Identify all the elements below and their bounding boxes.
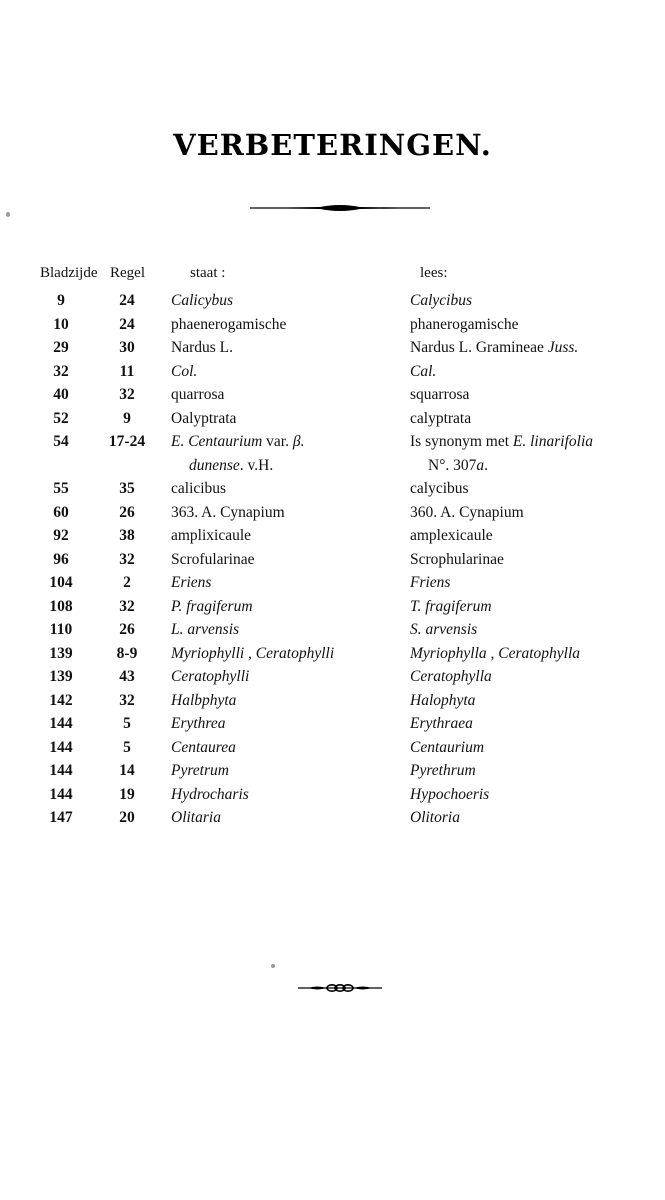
correct-reading	[410, 598, 492, 616]
ornamental-rule-icon	[250, 200, 430, 216]
wrong-reading: 363. A. Cynapium	[171, 503, 285, 521]
correct-reading-text: Ceratophylla	[410, 668, 492, 685]
correct-reading	[410, 433, 593, 451]
line-number: 14	[119, 762, 135, 779]
line-number: 32	[119, 691, 135, 709]
page-number: 9	[57, 292, 65, 309]
correct-reading	[410, 316, 518, 334]
correct-reading-text: Olitoria	[410, 809, 460, 826]
page-number: 60	[53, 503, 69, 521]
correct-reading	[410, 339, 578, 357]
line-number: 43	[119, 668, 135, 685]
wrong-reading: Halbphyta	[171, 691, 237, 709]
wrong-reading: Oalyptrata	[171, 409, 237, 427]
line-number: 24	[119, 292, 135, 309]
wrong-reading-part: dunense	[189, 456, 240, 474]
correct-reading-text: Calycibus	[410, 292, 472, 309]
wrong-reading: Olitaria	[171, 809, 221, 826]
page-title: VERBETERINGEN.	[173, 128, 492, 162]
line-number: 5	[123, 738, 131, 756]
line-number: 20	[119, 809, 135, 826]
page-number: 139	[49, 644, 73, 662]
correct-reading-text: Hypochoeris	[410, 785, 490, 803]
line-number: 26	[119, 503, 135, 521]
correct-reading	[410, 715, 473, 733]
correct-reading-text: calyptrata	[410, 409, 472, 427]
wrong-reading-part: . v.H.	[239, 456, 274, 474]
wrong-reading: Calicybus	[171, 292, 233, 309]
wrong-reading: calicibus	[171, 480, 227, 497]
correct-reading-text: Scrophularinae	[410, 550, 504, 568]
wrong-reading: Pyretrum	[171, 762, 229, 779]
line-number: 9	[123, 409, 131, 427]
wrong-reading: Nardus L.	[171, 339, 233, 356]
page-number: 92	[53, 527, 69, 544]
correct-reading	[410, 739, 484, 757]
wrong-reading-part: E. Centaurium	[171, 433, 263, 450]
page-number: 10	[53, 315, 69, 333]
correct-reading	[410, 621, 477, 639]
correct-reading	[410, 645, 580, 663]
correct-reading	[410, 292, 472, 310]
correct-reading	[410, 527, 493, 545]
line-number: 2	[123, 574, 131, 591]
page-number: 40	[53, 386, 69, 403]
wrong-reading	[171, 433, 304, 451]
page-number: 54	[53, 433, 69, 450]
correct-reading	[410, 574, 450, 592]
wrong-reading: Ceratophylli	[171, 668, 250, 685]
correct-reading-authority: Juss.	[547, 339, 579, 356]
page-number: 110	[49, 621, 73, 638]
correct-reading	[410, 762, 476, 780]
page-number: 55	[53, 480, 69, 497]
page-number: 144	[49, 715, 73, 732]
correct-reading-part: Is synonym met	[410, 433, 513, 450]
page-number: 144	[49, 785, 73, 803]
correct-reading-text: 360. A. Cynapium	[410, 503, 524, 521]
page-number: 96	[53, 550, 69, 568]
line-number: 24	[119, 315, 135, 333]
correct-reading	[410, 386, 469, 404]
wrong-reading: P. fragiferum	[171, 597, 253, 615]
wrong-reading: Col.	[171, 362, 198, 380]
line-number: 11	[119, 362, 135, 380]
correct-reading-text: Erythraea	[410, 715, 473, 732]
line-number: 35	[119, 480, 135, 497]
correct-reading-text: Pyrethrum	[410, 762, 476, 779]
correct-reading-text: calycibus	[410, 480, 469, 497]
correct-reading	[410, 809, 460, 827]
wrong-reading: Myriophylli , Ceratophylli	[171, 644, 335, 662]
correct-reading	[410, 692, 475, 710]
correct-reading-part: N°. 307	[428, 456, 477, 474]
correct-reading	[410, 551, 504, 569]
line-number: 5	[123, 715, 131, 732]
correct-reading-part: .	[484, 456, 489, 474]
wrong-reading: L. arvensis	[171, 621, 240, 638]
page-number: 144	[49, 762, 73, 779]
wrong-reading: Centaurea	[171, 738, 236, 756]
page-number: 104	[49, 574, 73, 591]
line-number: 32	[119, 597, 135, 615]
correct-reading	[410, 786, 489, 804]
page-number: 29	[53, 339, 69, 356]
wrong-reading: phaenerogamische	[171, 315, 287, 333]
correct-reading-text: Friens	[410, 574, 451, 591]
wrong-reading: quarrosa	[171, 386, 225, 403]
correct-reading-text: S. arvensis	[410, 621, 478, 638]
correct-reading	[410, 668, 492, 686]
correct-reading-text: T. fragiferum	[410, 597, 492, 615]
page-number: 144	[49, 738, 73, 756]
line-number: 32	[119, 550, 135, 568]
header-wrong: staat :	[190, 265, 226, 281]
line-number: 32	[119, 386, 135, 403]
correct-reading	[410, 410, 471, 428]
page-number: 52	[53, 409, 69, 427]
correct-reading	[410, 504, 524, 522]
wrong-reading: Hydrocharis	[171, 785, 249, 803]
correct-reading-text: Halophyta	[410, 691, 476, 709]
correct-reading	[410, 363, 436, 381]
wrong-reading: Scrofularinae	[171, 550, 255, 568]
page-number: 139	[49, 668, 73, 685]
paper-speck	[271, 964, 275, 968]
wrong-reading: amplixicaule	[171, 527, 252, 544]
tailpiece-ornament-icon	[298, 980, 382, 996]
header-right: lees:	[420, 265, 448, 281]
correct-reading-text: squarrosa	[410, 386, 470, 403]
correct-reading-part: E. linarifolia	[512, 433, 593, 450]
line-number: 19	[119, 785, 135, 803]
wrong-reading: Eriens	[171, 574, 212, 591]
correct-reading-text: Myriophylla , Ceratophylla	[410, 644, 581, 662]
correct-reading-text: Nardus L. Gramineae	[410, 339, 544, 356]
header-line: Regel	[110, 265, 145, 281]
page-number: 32	[53, 362, 69, 380]
line-number: 8-9	[116, 644, 138, 662]
page-number: 108	[49, 597, 73, 615]
line-number: 26	[119, 621, 135, 638]
correct-reading	[428, 457, 488, 475]
page-number: 142	[49, 691, 73, 709]
correct-reading-text: phanerogamische	[410, 315, 519, 333]
correct-reading-text: Cal.	[410, 362, 437, 380]
line-number: 38	[119, 527, 135, 544]
wrong-reading	[189, 457, 273, 475]
line-number: 17-24	[108, 433, 146, 450]
wrong-reading: Erythrea	[171, 715, 226, 732]
line-number: 30	[119, 339, 135, 356]
wrong-reading-part: β.	[292, 433, 305, 450]
correct-reading-text: amplexicaule	[410, 527, 493, 544]
correct-reading	[410, 480, 469, 498]
header-page: Bladzijde	[40, 265, 98, 281]
correct-reading-text: Centaurium	[410, 738, 485, 756]
correct-reading-part: a	[476, 456, 485, 474]
paper-speck	[6, 212, 10, 217]
wrong-reading-part: var.	[262, 433, 293, 450]
page-number: 147	[49, 809, 73, 826]
